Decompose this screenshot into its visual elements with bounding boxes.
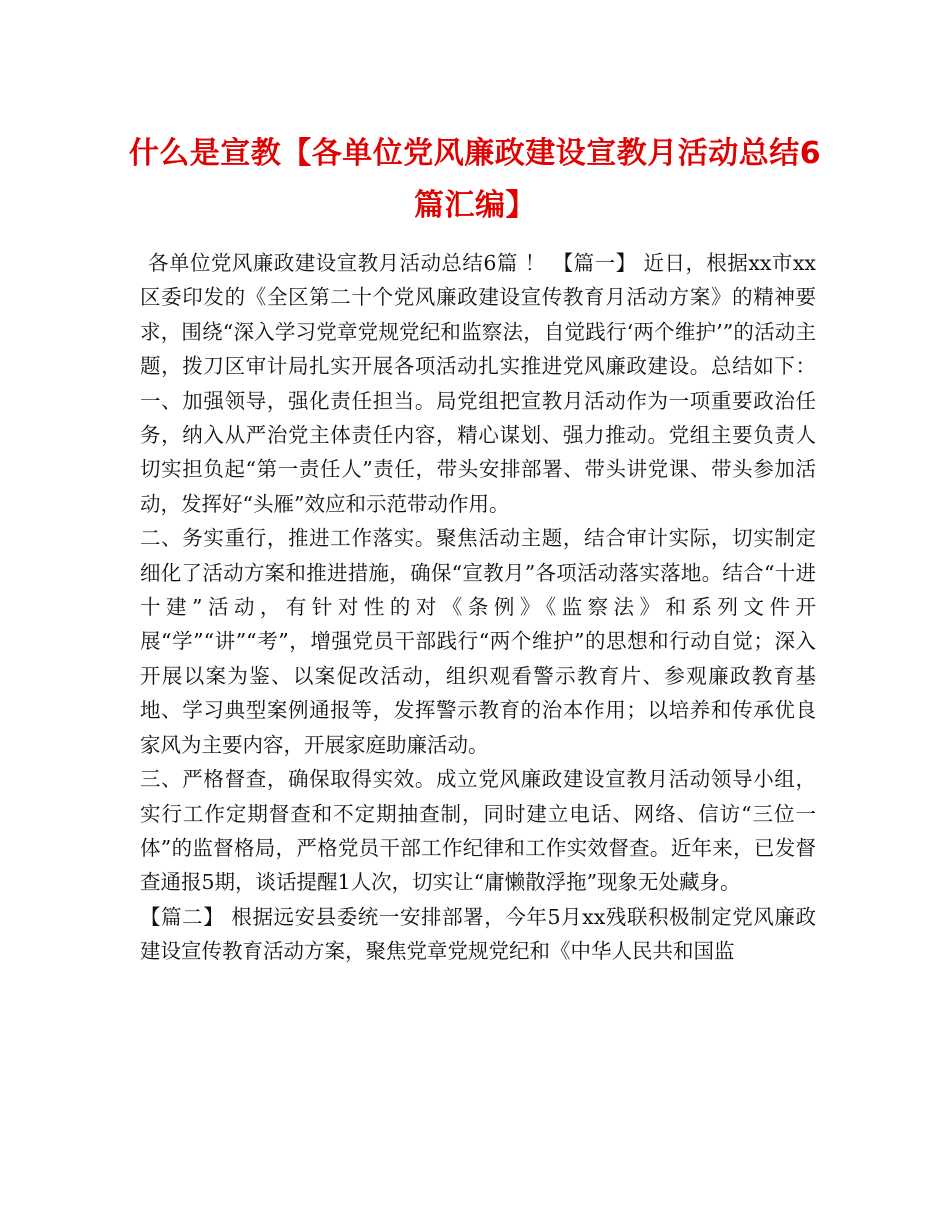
paragraph-3: 三、严格督查，确保取得实效。成立党风廉政建设宣教月活动领导小组，实行工作定期督查和不定期抽查制，同时建立电话、网络、信访“三位一体”的监督格局，严格党员干部工作纪律和工作实效督查。近年来，已发督查通报5期，谈话提醒1人次，切实让“庸懒散浮拖”现象无处藏身。 — [140, 767, 816, 895]
document-title: 什么是宣教【各单位党风廉政建设宣教月活动总结6篇汇编】 — [128, 136, 822, 223]
paragraph-4: 【篇二】 根据远安县委统一安排部署，今年5月xx残联积极制定党风廉政建设宣传教育活动方案，聚焦党章党规党纪和《中华人民共和国监 — [140, 904, 816, 964]
document-body — [140, 246, 816, 969]
paragraph-1: 各单位党风廉政建设宣教月活动总结6篇 ！ 【篇一】 近日，根据xx市xx区委印发的《全区第二十个党风廉政建设宣传教育月活动方案》的精神要求，围绕“深入学习党章党规党纪和监察法，自觉践行‘两个维护’”的活动主题，拨刀区审计局扎实开展各项活动扎实推进党风廉政建设。总结如下： 一、加强领导，强化责任担当。局党组把宣教月活动作为一项重要政治任务，纳入从严治党主体责任内容，精心谋划、强力推动。党组主要负责人切实担负起“第一责任人”责任，带头安排部署、带头讲党课、带头参加活动，发挥好“头雁”效应和示范带动作用。 — [140, 251, 816, 516]
paragraph-2: 二、务实重行，推进工作落实。聚焦活动主题，结合审计实际，切实制定细化了活动方案和推进措施，确保“宣教月”各项活动落实落地。结合“十进十建”活动，有针对性的对《条例》《监察法》和系列文件开展“学”“讲”“考”，增强党员干部践行“两个维护”的思想和行动自觉；深入开展以案为鉴、以案促改活动，组织观看警示教育片、参观廉政教育基地、学习典型案例通报等，发挥警示教育的治本作用；以培养和传承优良家风为主要内容，开展家庭助廉活动。 — [140, 526, 816, 757]
